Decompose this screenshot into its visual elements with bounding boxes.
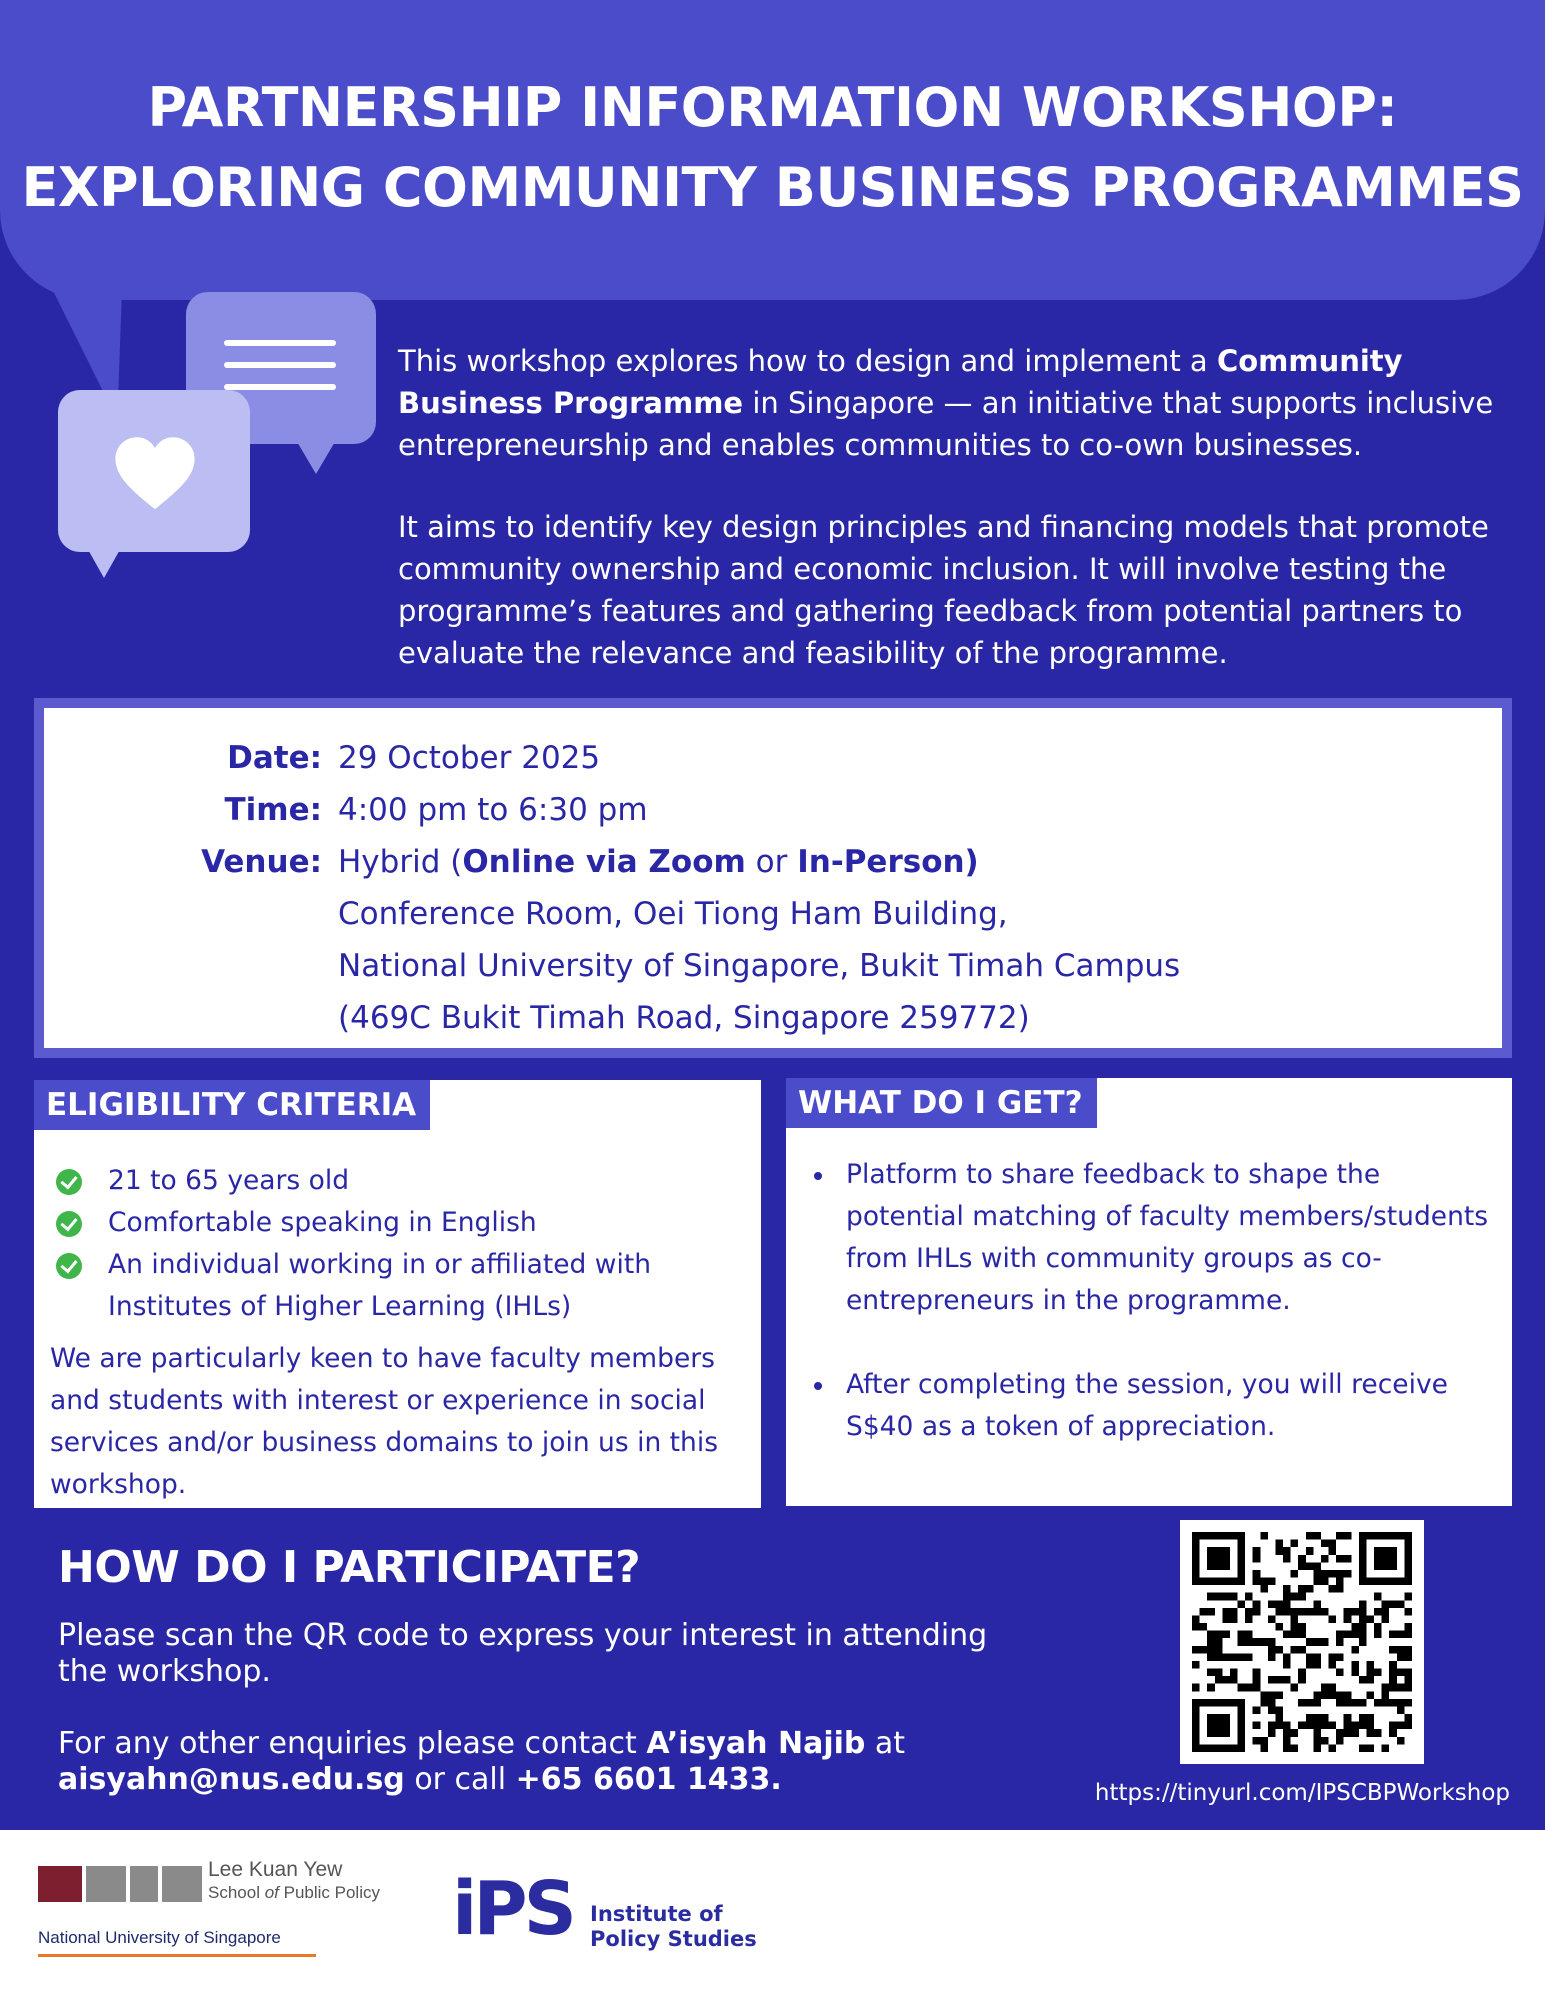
intro-text bbox=[398, 340, 1518, 714]
eligibility-card bbox=[34, 1080, 761, 1508]
intro-paragraph-1: This workshop explores how to design and implement a Community Business Programme in Singapore — an initiative that supports inclusive entrepreneurship and enables communities to co-own businesses. bbox=[398, 344, 1494, 462]
list-item: Platform to share feedback to shape the potential matching of faculty members/students from IHLs with community groups as co-entrepreneurs in the programme. bbox=[810, 1154, 1500, 1322]
benefits-heading: WHAT DO I GET? bbox=[786, 1078, 1097, 1128]
check-icon bbox=[56, 1253, 82, 1279]
participate-text bbox=[58, 1618, 1038, 1834]
eligibility-heading: ELIGIBILITY CRITERIA bbox=[34, 1080, 430, 1130]
list-item: After completing the session, you will receive S$40 as a token of appreciation. bbox=[810, 1364, 1500, 1448]
eligibility-list bbox=[56, 1160, 756, 1328]
benefits-card bbox=[786, 1078, 1512, 1506]
date-value: 29 October 2025 bbox=[338, 740, 601, 776]
footer: Lee Kuan Yew School of Public Policy National University of Singapore iPS Institute of Policy Studies bbox=[0, 1830, 1545, 2000]
contact-name: A’isyah Najib bbox=[646, 1726, 866, 1761]
programme-name: Community Business Programme bbox=[398, 344, 1403, 420]
event-details-box: Date: 29 October 2025 Time: 4:00 pm to 6:30 pm Venue: Hybrid (Online via Zoom or In-Person) Conference Room, Oei Tiong Ham Building, National University of Singapore, Bukit Timah Campus (469C Bukit Timah Road, Singapore 259772) bbox=[34, 698, 1512, 1058]
title-line-1: PARTNERSHIP INFORMATION WORKSHOP: bbox=[147, 76, 1398, 139]
qr-url-link[interactable]: https://tinyurl.com/IPSCBPWorkshop bbox=[1094, 1780, 1510, 1806]
intro-paragraph-2: It aims to identify key design principles and financing models that promote community ownership and economic inclusion. It will involve testing the programme’s features and gathering feedback from potential partners to evaluate the relevance and feasibility of the programme. bbox=[398, 510, 1489, 670]
check-icon bbox=[56, 1169, 82, 1195]
list-item: 21 to 65 years old bbox=[56, 1160, 756, 1202]
heart-icon bbox=[110, 430, 200, 520]
ips-logo: iPS bbox=[452, 1866, 573, 1952]
list-item: An individual working in or affiliated with Institutes of Higher Learning (IHLs) bbox=[56, 1244, 756, 1328]
participate-instruction: Please scan the QR code to express your interest in attending the workshop. bbox=[58, 1618, 988, 1689]
check-icon bbox=[56, 1211, 82, 1237]
contact-phone[interactable]: +65 6601 1433. bbox=[515, 1762, 782, 1797]
heart-chat-icon-tail bbox=[86, 546, 122, 578]
contact-email[interactable]: aisyahn@nus.edu.sg bbox=[58, 1762, 405, 1797]
participate-heading: HOW DO I PARTICIPATE? bbox=[58, 1542, 641, 1593]
time-label: Time: bbox=[224, 792, 322, 828]
time-value: 4:00 pm to 6:30 pm bbox=[338, 792, 648, 828]
nus-label: National University of Singapore bbox=[38, 1928, 281, 1947]
benefits-list bbox=[810, 1154, 1500, 1490]
qr-code-image bbox=[1192, 1532, 1412, 1752]
venue-value: Hybrid (Online via Zoom or In-Person) bbox=[338, 844, 979, 880]
nus-underline bbox=[38, 1954, 316, 1957]
venue-label: Venue: bbox=[201, 844, 322, 880]
date-label: Date: bbox=[227, 740, 322, 776]
list-item: Comfortable speaking in English bbox=[56, 1202, 756, 1244]
page-title bbox=[0, 68, 1545, 228]
chat-lines-icon-tail bbox=[296, 440, 336, 474]
ips-name: Institute of Policy Studies bbox=[590, 1902, 757, 1951]
contact-info: For any other enquiries please contact A’isyah Najib at aisyahn@nus.edu.sg or call +65 6601 1433. bbox=[58, 1726, 906, 1797]
eligibility-note: We are particularly keen to have faculty members and students with interest or experience in social services and/or business domains to join us in this workshop. bbox=[50, 1343, 719, 1500]
title-line-2: EXPLORING COMMUNITY BUSINESS PROGRAMMES bbox=[21, 156, 1524, 219]
qr-code[interactable] bbox=[1180, 1520, 1424, 1764]
